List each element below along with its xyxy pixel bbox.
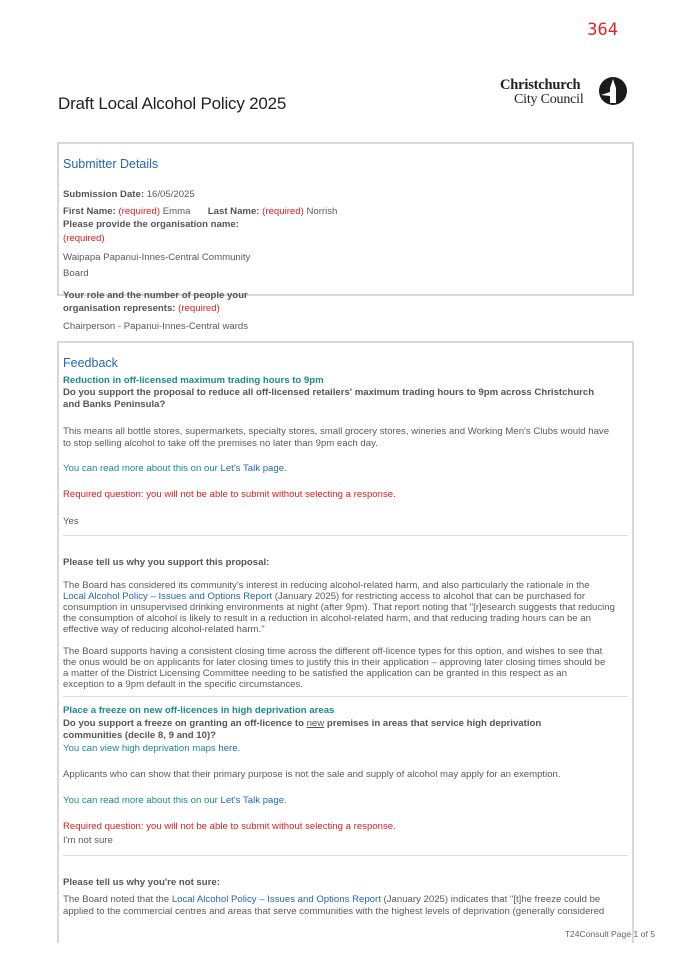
q1-answer: Yes	[63, 516, 79, 527]
q2-lets-talk-link[interactable]: Let's Talk page	[220, 795, 285, 806]
org-value-line-1: Waipapa Papanui-Innes-Central Community	[63, 252, 251, 263]
why1-p1-line-1: The Board has considered its community's interest in reducing alcohol-related harm, and also particularly the rationale in the	[63, 580, 590, 591]
issues-options-report-link-2[interactable]: Local Alcohol Policy – Issues and Options Report	[171, 894, 381, 905]
why2-label: Please tell us why you're not sure:	[63, 877, 220, 888]
q2-question-line-1	[63, 718, 541, 729]
q1-lets-talk-link[interactable]: Let's Talk page	[220, 463, 285, 474]
q1-description-line-2: to stop selling alcohol to take off the premises no later than 9pm each day.	[63, 438, 378, 449]
why1-p2-line-3: a matter of the District Licensing Committee needing to be satisfied the application can be granted in this respect as an	[63, 668, 567, 679]
q1-read-more-period: .	[284, 463, 287, 474]
page-number: 364	[587, 20, 618, 40]
q2-maps-link[interactable]: here	[218, 743, 238, 754]
why1-p1-line-5: effective way of reducing alcohol-related harm."	[63, 624, 265, 635]
q2-read-more	[63, 795, 287, 806]
why1-p1-line-2-text: (January 2025) for restricting access to alcohol that can be purchased for	[272, 591, 586, 602]
divider	[63, 855, 628, 856]
q1-required-note: Required question: you will not be able to submit without selecting a response.	[63, 489, 396, 500]
q2-question-new: new	[306, 718, 325, 729]
q2-answer: I'm not sure	[63, 835, 113, 846]
why2-line-1	[63, 894, 600, 905]
date-value: 16/05/2025	[146, 189, 195, 200]
q2-question-pre: Do you support a freeze on granting an off-licence to	[63, 718, 307, 729]
last-name-required: (required)	[262, 206, 304, 217]
q2-read-more-period: .	[284, 795, 287, 806]
q2-question-post: premises in areas that service high deprivation	[324, 718, 542, 729]
submission-date	[63, 189, 195, 200]
issues-options-report-link[interactable]: Local Alcohol Policy – Issues and Options Report	[63, 591, 273, 602]
first-name-required: (required)	[118, 206, 161, 217]
last-name-label: Last Name:	[207, 206, 260, 217]
divider	[63, 535, 628, 536]
q2-exemption: Applicants who can show that their primary purpose is not the sale and supply of alcohol may apply for an exemption.	[63, 769, 561, 780]
feedback-heading: Feedback	[63, 356, 118, 370]
why1-p1-line-2	[63, 591, 585, 602]
submitter-heading: Submitter Details	[63, 157, 159, 171]
q2-maps	[63, 743, 240, 754]
role-value: Chairperson - Papanui-Innes-Central wards	[63, 321, 249, 332]
date-label: Submission Date:	[63, 189, 145, 200]
why1-p2-line-1: The Board supports having a consistent closing time across the different off-licence types for this option, and wishes to see that	[63, 646, 603, 657]
last-name-value: Norrish	[306, 206, 338, 217]
org-value-line-2: Board	[63, 268, 89, 279]
council-logo	[500, 75, 630, 109]
q2-maps-text: You can view high deprivation maps	[63, 743, 219, 754]
role-label-line-1: Your role and the number of people your	[63, 290, 248, 301]
divider	[63, 696, 628, 697]
why1-p1-line-3: consumption in unsupervised drinking environments at night (after 9pm). That report noting that "[r]esearch suggests that reducing	[63, 602, 615, 613]
q2-title: Place a freeze on new off-licences in high deprivation areas	[63, 705, 335, 716]
q2-maps-period: .	[237, 743, 241, 754]
q1-read-more	[63, 463, 287, 474]
q2-read-more-text: You can read more about this on our	[63, 795, 221, 806]
why1-p1-line-4: the consumption of alcohol is likely to result in a reduction in alcohol-related harm, and that reducing trading hours can be an	[63, 613, 591, 624]
role-label-line-2	[63, 303, 220, 314]
why2-line-1-pre: The Board noted that the	[63, 894, 172, 905]
logo-line-1: Christchurch	[500, 77, 581, 93]
logo-line-2: City Council	[514, 92, 584, 107]
q2-question-line-2: communities (decile 8, 9 and 10)?	[63, 730, 217, 741]
why1-p2-line-4: exception to a 9pm default in the specific circumstances.	[63, 679, 303, 690]
document-title: Draft Local Alcohol Policy 2025	[58, 94, 287, 113]
why1-label: Please tell us why you support this proposal:	[63, 557, 270, 568]
first-name-label: First Name:	[63, 206, 116, 217]
org-required: (required)	[63, 233, 105, 244]
why2-line-1-post: (January 2025) indicates that "[t]he freeze could be	[380, 894, 601, 905]
name-row	[63, 206, 337, 217]
q2-required-note: Required question: you will not be able to submit without selecting a response.	[63, 821, 396, 832]
cathedral-icon	[597, 75, 629, 107]
why2-line-2: applied to the commercial centres and areas that serve communities with the highest levels of deprivation (generally considered	[63, 906, 605, 917]
role-required: (required)	[178, 303, 220, 314]
q1-title: Reduction in off-licensed maximum trading hours to 9pm	[63, 375, 324, 386]
role-label: organisation represents:	[63, 303, 176, 314]
why1-p2-line-2: the onus would be on applicants for later closing times to justify this in their application – approving later closing times should be	[63, 657, 606, 668]
org-label: Please provide the organisation name:	[63, 219, 239, 230]
q1-question-line-2: and Banks Peninsula?	[63, 399, 166, 410]
q1-question-line-1: Do you support the proposal to reduce all off-licensed retailers' maximum trading hours to 9pm across Christchurch	[63, 387, 595, 398]
page-footer: T24Consult Page 1 of 5	[564, 929, 655, 939]
q1-read-more-text: You can read more about this on our	[63, 463, 221, 474]
q1-description-line-1: This means all bottle stores, supermarkets, specialty stores, small grocery stores, wineries and Working Men's Clubs would have	[63, 426, 610, 437]
first-name-value: Emma	[162, 206, 191, 217]
